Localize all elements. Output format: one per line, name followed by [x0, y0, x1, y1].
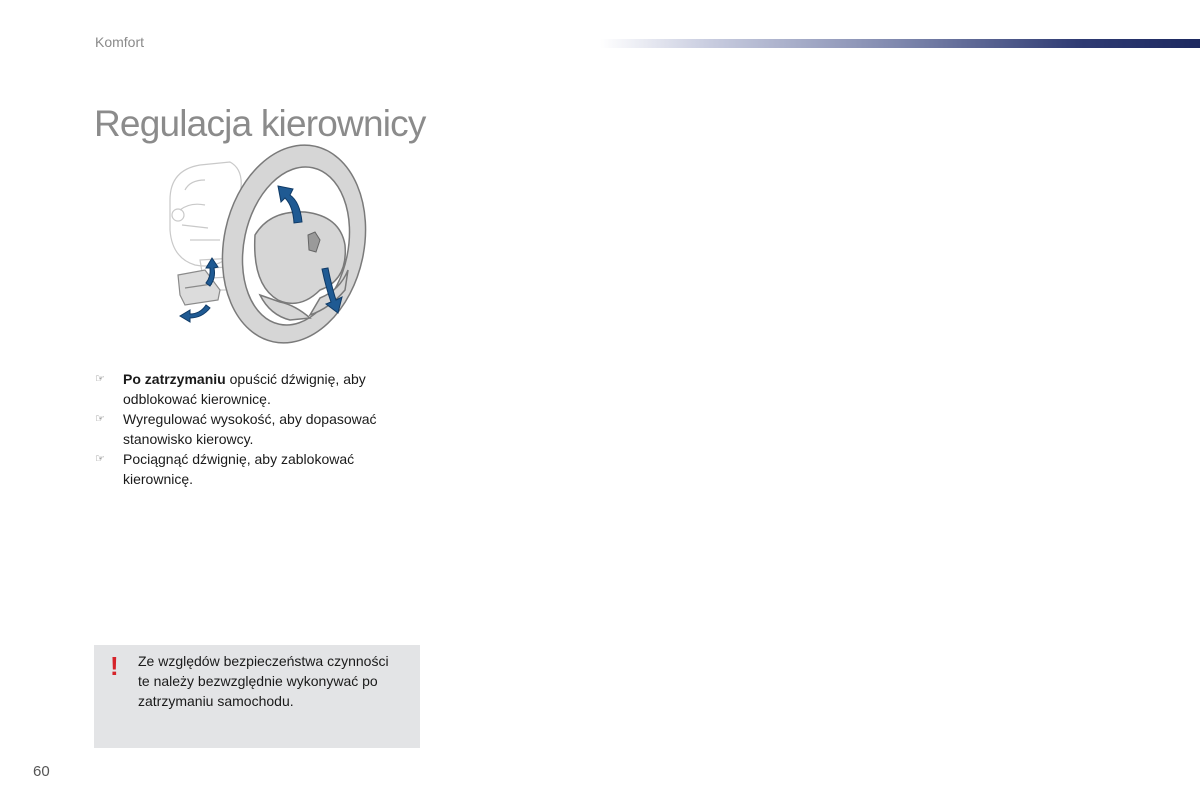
step-text: Pociągnąć dźwignię, aby zablokować kierownicę. — [123, 451, 355, 487]
steering-wheel-illustration — [160, 140, 375, 355]
instruction-list — [95, 369, 415, 489]
pointing-hand-icon: ☞ — [95, 373, 105, 385]
page-number: 60 — [33, 763, 50, 780]
steering-wheel-icon — [205, 140, 375, 355]
exclamation-icon: ! — [110, 651, 119, 681]
step-bold-text: Po zatrzymaniu — [123, 371, 226, 387]
section-label: Komfort — [95, 34, 145, 50]
step-text: opuścić dźwignię, aby odblokować kierownicę. — [123, 371, 366, 407]
step-text: Wyregulować wysokość, aby dopasować stanowisko kierowcy. — [123, 411, 377, 447]
pointing-hand-icon: ☞ — [95, 413, 105, 425]
warning-box — [94, 645, 420, 748]
pointing-hand-icon: ☞ — [95, 453, 105, 465]
list-item — [95, 409, 415, 449]
warning-text: Ze względów bezpieczeństwa czynności te należy bezwzględnie wykonywać po zatrzymaniu samochodu. — [138, 653, 389, 709]
list-item — [95, 369, 415, 409]
list-item — [95, 449, 415, 489]
header-gradient-bar — [600, 39, 1200, 48]
page-title: Regulacja kierownicy — [94, 102, 426, 144]
